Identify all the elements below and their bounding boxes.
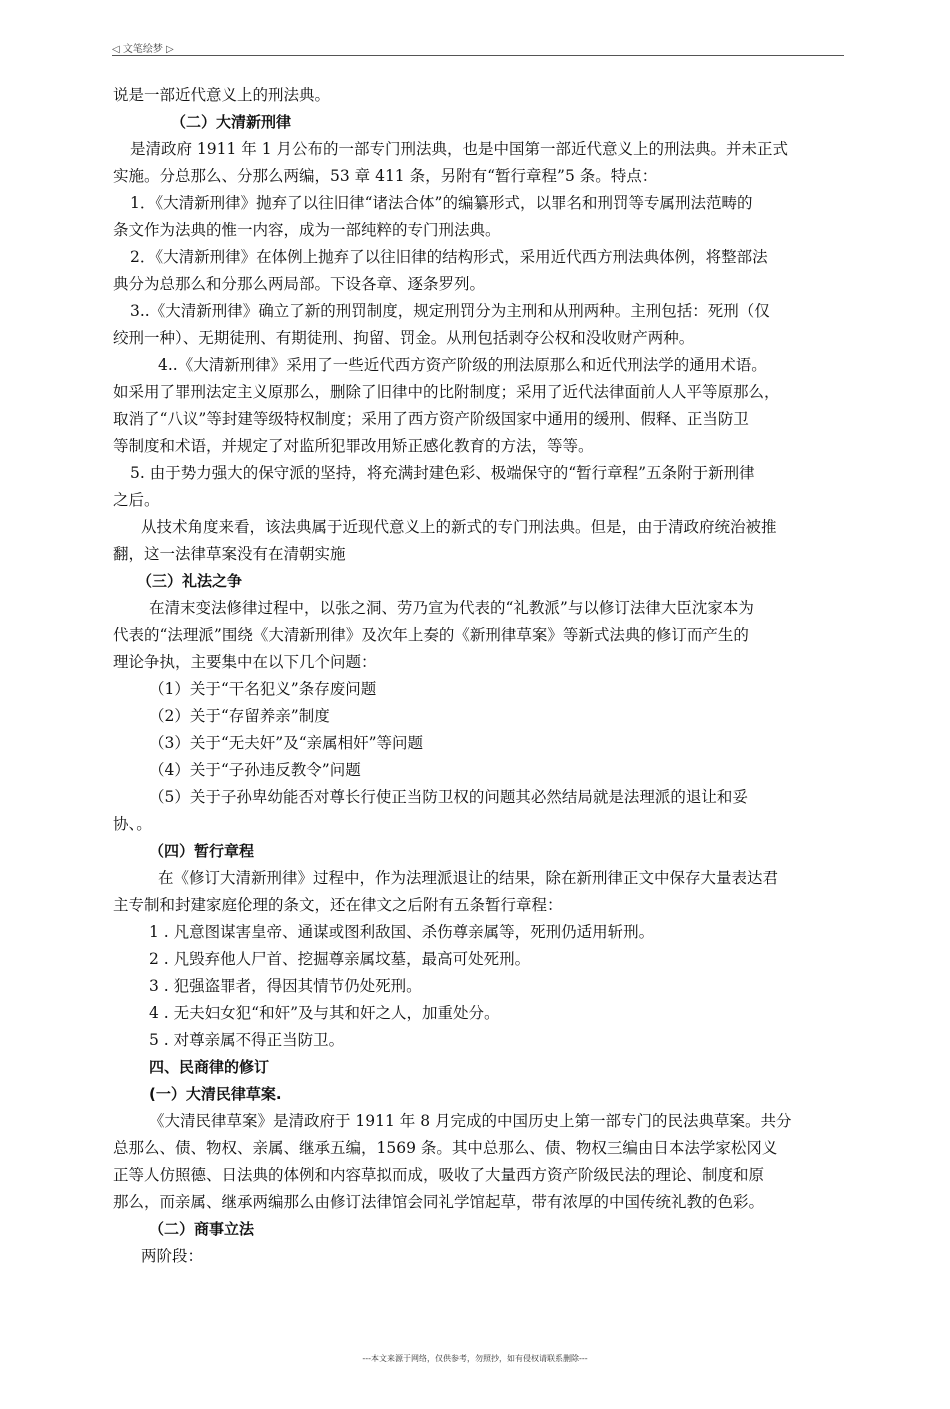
text-line: 《大清民律草案》是清政府于 1911 年 8 月完成的中国历史上第一部专门的民法典草案。共分 bbox=[149, 1112, 792, 1130]
text-line: 等制度和术语，并规定了对监所犯罪改用矫正感化教育的方法，等等。 bbox=[113, 437, 594, 455]
section-heading: （三）礼法之争 bbox=[137, 572, 243, 590]
text-line: 5. 由于势力强大的保守派的坚持，将充满封建色彩、极端保守的“暂行章程”五条附于新刑律 bbox=[130, 464, 755, 482]
text-line: （4）关于“子孙违反教令”问题 bbox=[149, 761, 361, 779]
text-line: 3..《大清新刑律》确立了新的刑罚制度，规定刑罚分为主刑和从刑两种。主刑包括：死刑（仅 bbox=[130, 302, 770, 320]
text-line: 1．《大清新刑律》抛弃了以往旧律“诸法合体”的编纂形式，以罪名和刑罚等专属刑法范畴的 bbox=[130, 194, 753, 212]
text-line: 说是一部近代意义上的刑法典。 bbox=[113, 86, 331, 104]
text-line: 总那么、债、物权、亲属、继承五编，1569 条。其中总那么、债、物权三编由日本法学家松冈义 bbox=[113, 1139, 778, 1157]
text-line: 协、。 bbox=[113, 815, 152, 833]
header-rule bbox=[112, 55, 844, 56]
text-line: 正等人仿照德、日法典的体例和内容草拟而成，吸收了大量西方资产阶级民法的理论、制度和原 bbox=[113, 1166, 765, 1184]
text-line: （2）关于“存留养亲”制度 bbox=[149, 707, 330, 725]
text-line: 4..《大清新刑律》采用了一些近代西方资产阶级的刑法原那么和近代刑法学的通用术语。 bbox=[158, 356, 767, 374]
text-line: 2 . 凡毁弃他人尸首、挖掘尊亲属坟墓，最高可处死刑。 bbox=[149, 950, 531, 968]
text-line: 那么，而亲属、继承两编那么由修订法律馆会同礼学馆起草，带有浓厚的中国传统礼教的色彩。 bbox=[113, 1193, 765, 1211]
text-line: 实施。分总那么、分那么两编，53 章 411 条，另附有“暂行章程”5 条。特点： bbox=[113, 167, 658, 185]
section-heading: （二）商事立法 bbox=[149, 1220, 255, 1238]
text-line: 5 . 对尊亲属不得正当防卫。 bbox=[149, 1031, 345, 1049]
text-line: （5）关于子孙卑幼能否对尊长行使正当防卫权的问题其必然结局就是法理派的退让和妥 bbox=[149, 788, 748, 806]
text-line: 条文作为法典的惟一内容，成为一部纯粹的专门刑法典。 bbox=[113, 221, 501, 239]
text-line: 代表的“法理派”围绕《大清新刑律》及次年上奏的《新刑律草案》等新式法典的修订而产生的 bbox=[113, 626, 749, 644]
section-heading: 四、民商律的修订 bbox=[149, 1058, 270, 1076]
running-header: ◁ 文笔绘梦 ▷ bbox=[112, 44, 174, 55]
text-line: 取消了“八议”等封建等级特权制度；采用了西方资产阶级国家中通用的缓刑、假释、正当防卫 bbox=[113, 410, 749, 428]
text-line: 主专制和封建家庭伦理的条文，还在律文之后附有五条暂行章程： bbox=[113, 896, 563, 914]
text-line: （3）关于“无夫奸”及“亲属相奸”等问题 bbox=[149, 734, 424, 752]
document-body bbox=[113, 82, 841, 1270]
text-line: 2．《大清新刑律》在体例上抛弃了以往旧律的结构形式，采用近代西方刑法典体例，将整部法 bbox=[130, 248, 768, 266]
text-line: 在清末变法修律过程中，以张之洞、劳乃宣为代表的“礼教派”与以修订法律大臣沈家本为 bbox=[149, 599, 754, 617]
text-line: 是清政府 1911 年 1 月公布的一部专门刑法典，也是中国第一部近代意义上的刑法典。并未正式 bbox=[130, 140, 789, 158]
text-line: 翻，这一法律草案没有在清朝实施 bbox=[113, 545, 346, 563]
text-line: 理论争执，主要集中在以下几个问题： bbox=[113, 653, 377, 671]
text-line: 绞刑一种）、无期徒刑、有期徒刑、拘留、罚金。从刑包括剥夺公权和没收财产两种。 bbox=[113, 329, 695, 347]
text-line: 从技术角度来看，该法典属于近现代意义上的新式的专门刑法典。但是，由于清政府统治被推 bbox=[141, 518, 777, 536]
text-line: （1）关于“干名犯义”条存废问题 bbox=[149, 680, 377, 698]
section-heading: (一）大清民律草案. bbox=[149, 1085, 282, 1103]
text-line: 1 . 凡意图谋害皇帝、通谋或图利敌国、杀伤尊亲属等，死刑仍适用斩刑。 bbox=[149, 923, 655, 941]
text-line: 4 . 无夫妇女犯“和奸”及与其和奸之人，加重处分。 bbox=[149, 1004, 500, 1022]
text-line: 两阶段： bbox=[141, 1247, 204, 1265]
section-heading: （二）大清新刑律 bbox=[171, 113, 292, 131]
section-heading: （四）暂行章程 bbox=[149, 842, 255, 860]
text-line: 如采用了罪刑法定主义原那么，删除了旧律中的比附制度；采用了近代法律面前人人平等原那么， bbox=[113, 383, 780, 401]
text-line: 之后。 bbox=[113, 491, 160, 509]
footer-disclaimer: ---本文来源于网络，仅供参考，勿照抄，如有侵权请联系删除--- bbox=[362, 1354, 588, 1363]
text-line: 典分为总那么和分那么两局部。下设各章、逐条罗列。 bbox=[113, 275, 486, 293]
text-line: 在《修订大清新刑律》过程中，作为法理派退让的结果，除在新刑律正文中保存大量表达君 bbox=[158, 869, 779, 887]
text-line: 3 . 犯强盗罪者，得因其情节仍处死刑。 bbox=[149, 977, 422, 995]
